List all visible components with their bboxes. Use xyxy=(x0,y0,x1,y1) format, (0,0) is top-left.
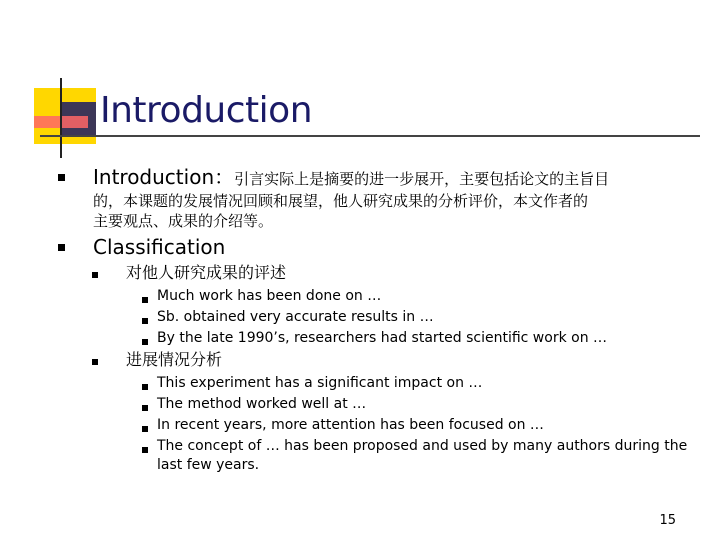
decor-vertical-line xyxy=(60,78,62,158)
bullet-marker xyxy=(92,272,98,278)
list-item: This experiment has a significant impact on … xyxy=(157,375,483,391)
bullet-marker xyxy=(142,339,148,345)
bullet-marker xyxy=(142,405,148,411)
bullet-marker xyxy=(142,426,148,432)
intro-line xyxy=(93,165,609,191)
intro-continuation: 的，本课题的发展情况回顾和展望，他人研究成果的分析评价，本文作者的 xyxy=(93,192,589,210)
slide-title: Introduction xyxy=(100,90,313,131)
list-item-continuation: last few years. xyxy=(157,457,260,473)
intro-heading: Introduction： xyxy=(93,165,235,189)
list-item: By the late 1990’s, researchers had started scientific work on … xyxy=(157,330,608,346)
bullet-marker xyxy=(142,318,148,324)
bullet-marker xyxy=(142,447,148,453)
page-number: 15 xyxy=(659,513,676,528)
list-item: Much work has been done on … xyxy=(157,288,382,304)
classification-heading: Classification xyxy=(93,235,226,259)
bullet-marker xyxy=(92,359,98,365)
list-item: In recent years, more attention has been focused on … xyxy=(157,417,544,433)
bullet-marker xyxy=(142,384,148,390)
bullet-marker xyxy=(142,297,148,303)
bullet-marker xyxy=(58,174,65,181)
list-item: Sb. obtained very accurate results in … xyxy=(157,309,434,325)
list-item: The method worked well at … xyxy=(157,396,367,412)
intro-continuation: 主要观点、成果的介绍等。 xyxy=(93,212,274,230)
bullet-marker xyxy=(58,244,65,251)
sub-heading-progress: 进展情况分析 xyxy=(126,350,223,369)
decor-horizontal-line xyxy=(40,135,700,137)
list-item: The concept of … has been proposed and used by many authors during the xyxy=(157,438,688,454)
sub-heading-review: 对他人研究成果的评述 xyxy=(126,263,287,282)
intro-text: 引言实际上是摘要的进一步展开，主要包括论文的主旨目 xyxy=(234,170,610,188)
